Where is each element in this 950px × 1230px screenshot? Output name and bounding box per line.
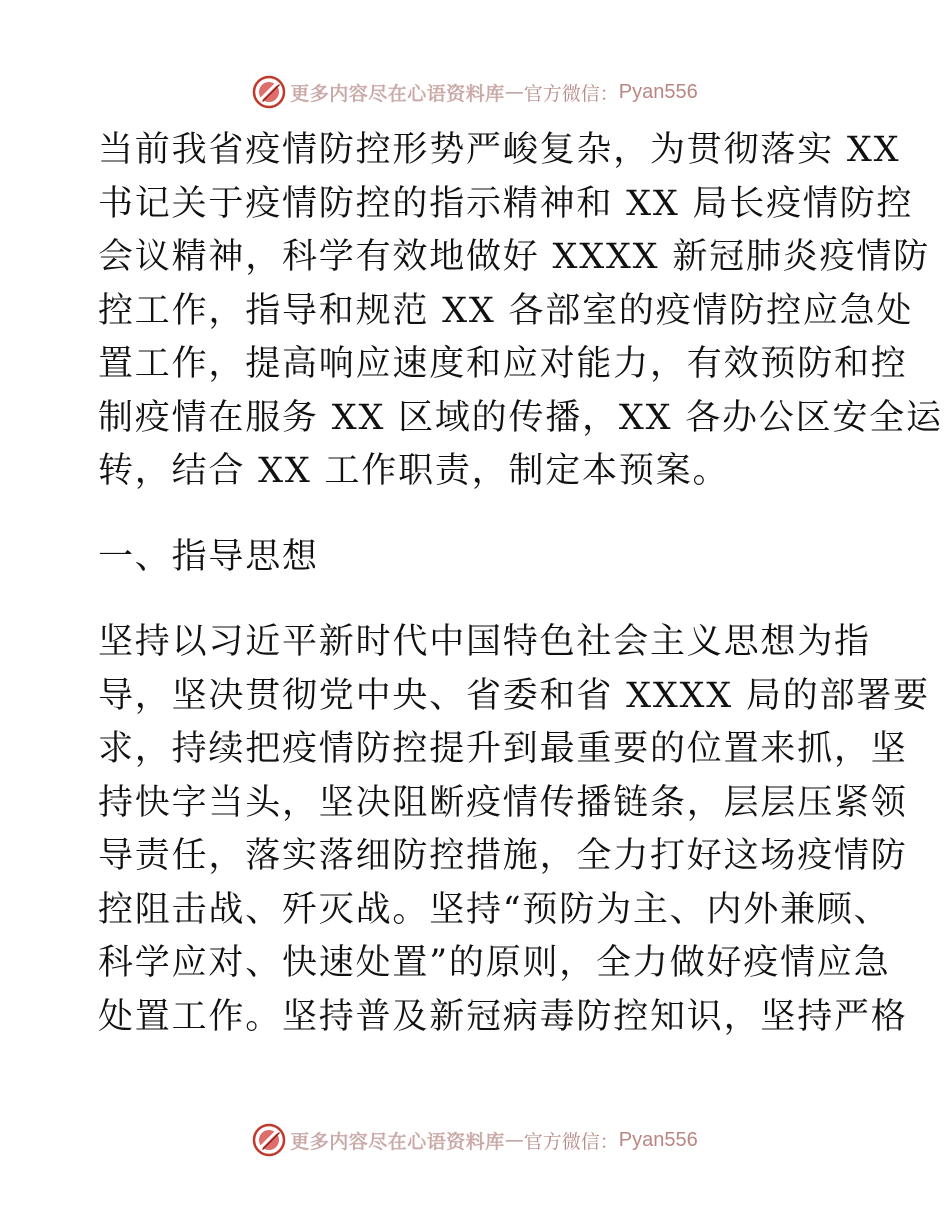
section-line: 科学应对、快速处置”的原则，全力做好疫情应急 <box>98 943 891 983</box>
intro-line: 书记关于疫情防控的指示精神和 XX 局长疫情防控 <box>98 183 914 224</box>
banner-separator: — <box>504 81 524 103</box>
intro-line: 控工作，指导和规范 XX 各部室的疫情防控应急处 <box>98 290 914 331</box>
section-heading: 一、指导思想 <box>98 536 319 577</box>
section-line: 导，坚决贯彻党中央、省委和省 XXXX 局的部署要 <box>98 675 930 716</box>
intro-line: 转，结合 XX 工作职责，制定本预案。 <box>98 451 730 491</box>
brand-logo-icon <box>252 1123 286 1157</box>
banner-wechat-label: 官方微信： <box>523 1130 619 1153</box>
header-banner <box>0 72 950 112</box>
intro-line: 置工作，提高响应速度和应对能力，有效预防和控 <box>98 344 908 384</box>
banner-slogan: 更多内容尽在心语资料库 <box>290 1130 505 1153</box>
banner-wechat-id: Pyan556 <box>618 80 698 103</box>
brand-logo-icon <box>252 75 286 109</box>
intro-line: 会议精神，科学有效地做好 XXXX 新冠肺炎疫情防 <box>98 237 930 277</box>
document-body <box>98 124 943 1044</box>
intro-paragraph <box>98 124 943 499</box>
section-line: 求，持续把疫情防控提升到最重要的位置来抓，坚 <box>98 729 908 769</box>
banner-separator: — <box>504 1129 524 1151</box>
section-line: 坚持以习近平新时代中国特色社会主义思想为指 <box>98 622 871 662</box>
section-line: 处置工作。坚持普及新冠病毒防控知识，坚持严格 <box>98 996 908 1037</box>
guiding-ideology-paragraph <box>98 616 930 1044</box>
intro-line: 制疫情在服务 XX 区域的传播，XX 各办公区安全运 <box>98 397 943 438</box>
section-line: 持快字当头，坚决阻断疫情传播链条，层层压紧领 <box>98 782 908 823</box>
banner-slogan: 更多内容尽在心语资料库 <box>290 82 505 105</box>
footer-banner <box>0 1120 950 1160</box>
banner-wechat-label: 官方微信： <box>523 82 619 105</box>
banner-wechat-id: Pyan556 <box>618 1128 698 1151</box>
section-line: 控阻击战、歼灭战。坚持“预防为主、内外兼顾、 <box>98 889 891 930</box>
intro-line: 当前我省疫情防控形势严峻复杂，为贯彻落实 XX <box>98 130 901 170</box>
section-line: 导责任，落实落细防控措施，全力打好这场疫情防 <box>98 836 908 876</box>
